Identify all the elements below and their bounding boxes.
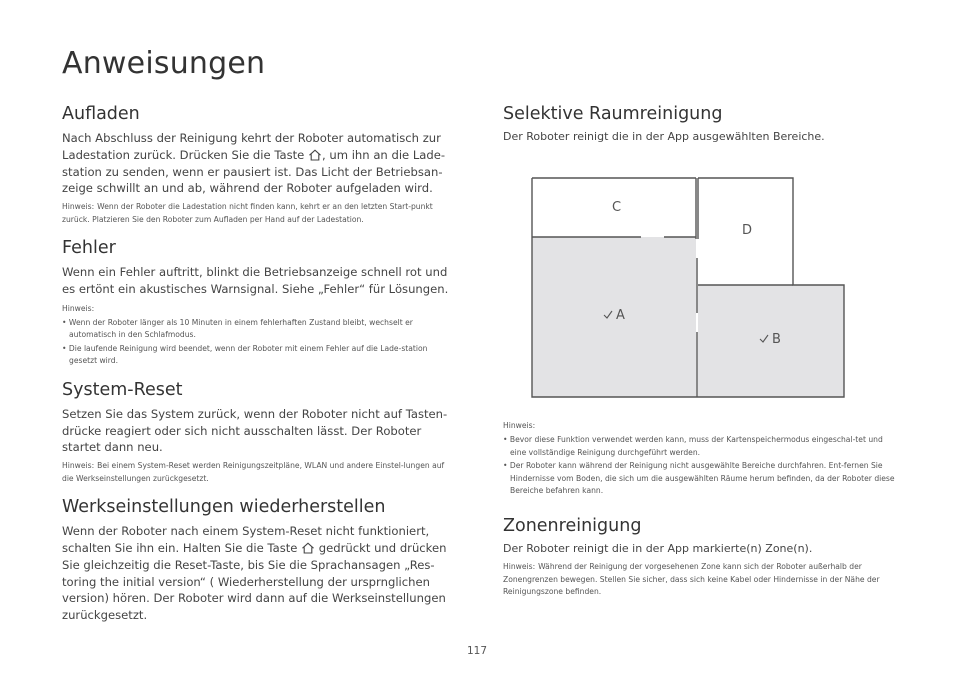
- note-label: Hinweis:: [62, 461, 95, 471]
- room-a: [532, 237, 696, 397]
- page-number: 117: [467, 645, 488, 657]
- body-aufladen-line2b: , um ihn an die Lade-: [322, 147, 446, 162]
- room-c-label: C: [612, 200, 622, 215]
- note-list-fehler: [62, 317, 452, 368]
- list-item: • Der Roboter kann während der Reinigung nicht ausgewählte Bereiche durchfahren. Ent-fernen Sie Hindernisse vom Boden, die sich um die ausgewählten Räume herum befinden, da der Roboter diese Bereiche befahren kann.: [503, 460, 895, 498]
- note-block-selektive: [503, 420, 895, 499]
- body-aufladen: [62, 130, 452, 197]
- heading-fehler: Fehler: [62, 238, 116, 259]
- body-werkseinstellungen-b: gedrückt und drücken Sie gleichzeitig die Reset-Taste, bis Sie die Sprachansagen „Res-toring the initial version“ ( Wiederherstellung der ursprnglichen version) hören. Der Roboter wird dann auf die Werkseinstellungen zurückgesetzt.: [62, 540, 447, 623]
- note-text: Wenn der Roboter die Ladestation nicht finden kann, kehrt er an den letzten Start-punkt zurück. Platzieren Sie den Roboter zum Aufladen per Hand auf der Ladestation.: [62, 202, 433, 224]
- body-selektive: Der Roboter reinigt die in der App ausgewählten Bereiche.: [503, 130, 825, 143]
- list-item: • Die laufende Reinigung wird beendet, wenn der Roboter mit einem Fehler auf die Lade-station gesetzt wird.: [62, 343, 452, 368]
- body-aufladen-line2a: Ladestation zurück. Drücken Sie die Taste: [62, 147, 305, 162]
- note-label: Hinweis:: [503, 562, 536, 571]
- body-aufladen-line4: zeige schwillt an und ab, während der Roboter aufgeladen wird.: [62, 181, 433, 196]
- note-label: Hinweis:: [503, 421, 536, 430]
- body-zonen: Der Roboter reinigt die in der App markierte(n) Zone(n).: [503, 542, 813, 555]
- list-item: • Bevor diese Funktion verwendet werden kann, muss der Kartenspeichermodus eingeschal-tet und eine vollständige Reinigung durchgeführt werden.: [503, 434, 895, 459]
- body-system-reset: Setzen Sie das System zurück, wenn der Roboter nicht auf Tasten-drücke reagiert oder sich nicht ausschalten lässt. Der Roboter startet dann neu.: [62, 406, 448, 455]
- right-column: [503, 104, 895, 596]
- section-werkseinstellungen: [62, 497, 452, 624]
- left-column: [62, 104, 452, 636]
- room-map: [530, 176, 846, 398]
- heading-zonen: Zonenreinigung: [503, 516, 642, 536]
- body-werkseinstellungen-a: Wenn der Roboter nach einem System-Reset nicht funktioniert, schalten Sie ihn ein. Halten Sie die Taste: [62, 524, 430, 555]
- section-aufladen: [62, 104, 452, 226]
- list-item: • Wenn der Roboter länger als 10 Minuten in einem fehlerhaften Zustand bleibt, wechselt er automatisch in den Schlafmodus.: [62, 317, 452, 342]
- heading-selektive: Selektive Raumreinigung: [503, 104, 723, 124]
- page-title: Anweisungen: [62, 46, 266, 81]
- home-icon: [308, 149, 322, 161]
- body-fehler: Wenn ein Fehler auftritt, blinkt die Betriebsanzeige schnell rot und es ertönt ein akustisches Warnsignal. Siehe „Fehler“ für Lösungen.: [62, 265, 449, 296]
- body-aufladen-line3: station zu senden, wenn er pausiert ist. Das Licht der Betriebsan-: [62, 164, 443, 179]
- note-label: Hinweis:: [62, 202, 95, 212]
- room-d-label: D: [742, 223, 753, 238]
- note-text: Bei einem System-Reset werden Reinigungszeitpläne, WLAN und andere Einstel-lungen auf die Werkseinstellungen zurückgesetzt.: [62, 461, 445, 483]
- heading-werkseinstellungen: Werkseinstellungen wiederherstellen: [62, 497, 386, 518]
- room-a-label: A: [616, 308, 625, 323]
- note-zonen: [503, 561, 895, 599]
- heading-aufladen: Aufladen: [62, 104, 140, 124]
- note-aufladen: [62, 201, 452, 226]
- body-aufladen-line1: Nach Abschluss der Reinigung kehrt der Roboter automatisch zur: [62, 131, 441, 145]
- note-list-selektive: [503, 434, 895, 498]
- section-selektive: [503, 104, 895, 144]
- room-b-label: B: [772, 332, 781, 347]
- heading-system-reset: System-Reset: [62, 379, 183, 400]
- note-system-reset: [62, 460, 452, 485]
- section-fehler: [62, 238, 452, 368]
- body-werkseinstellungen: [62, 523, 452, 624]
- section-system-reset: [62, 380, 452, 485]
- home-icon: [301, 542, 315, 554]
- note-label: Hinweis:: [62, 303, 95, 313]
- section-zonen: [503, 516, 895, 599]
- room-b: [698, 285, 844, 397]
- note-text: Während der Reinigung der vorgesehenen Zone kann sich der Roboter außerhalb der Zonengrenzen bewegen. Stellen Sie sicher, dass sich keine Kabel oder Hindernisse in der Nähe der Reinigungszone befinden.: [503, 562, 880, 596]
